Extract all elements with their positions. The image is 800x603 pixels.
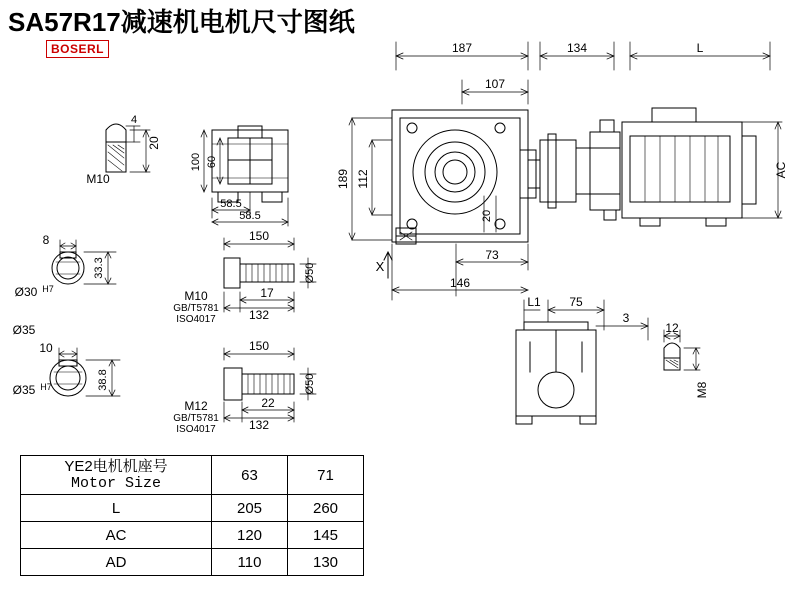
bolt1-d50: Ø50 bbox=[304, 262, 316, 284]
header-label-cn: YE2电机机座号 bbox=[64, 458, 168, 475]
bolt1-std1: GB/T5781 bbox=[173, 303, 219, 314]
table-row bbox=[21, 495, 364, 522]
bolt2-std2: ISO4017 bbox=[176, 424, 216, 435]
shaft-d30: Ø30 bbox=[14, 285, 38, 299]
bolt1-150: 150 bbox=[248, 229, 270, 243]
dim-AC: AC bbox=[774, 161, 788, 179]
bolt1-132: 132 bbox=[248, 308, 270, 322]
bolt2-132: 132 bbox=[248, 418, 270, 432]
table-header-col2: 71 bbox=[288, 456, 364, 495]
dim-112: 112 bbox=[356, 169, 370, 189]
header-label-en: Motor Size bbox=[70, 475, 161, 492]
row-value-63: 205 bbox=[212, 495, 288, 522]
bolt2-150: 150 bbox=[248, 339, 270, 353]
table-header-label bbox=[21, 456, 212, 495]
row-value-63: 120 bbox=[212, 522, 288, 549]
dim-X: X bbox=[375, 259, 385, 274]
shaft-d30-fit: H7 bbox=[42, 284, 54, 294]
flange-58-5-a: 58.5 bbox=[220, 198, 242, 210]
dim-12: 12 bbox=[665, 321, 679, 335]
table-header-col1: 63 bbox=[212, 456, 288, 495]
bolt2-std1: GB/T5781 bbox=[173, 413, 219, 424]
table-header-row bbox=[21, 456, 364, 495]
key-20: 20 bbox=[147, 136, 161, 150]
bolt1-M10: M10 bbox=[184, 289, 208, 303]
dim-L1: L1 bbox=[527, 295, 541, 309]
row-value-63: 110 bbox=[212, 549, 288, 576]
flange-100: 100 bbox=[190, 152, 202, 172]
page-title: SA57R17减速机电机尺寸图纸 bbox=[8, 7, 355, 37]
row-value-71: 145 bbox=[288, 522, 364, 549]
shaft-10: 10 bbox=[39, 341, 53, 355]
dim-134: 134 bbox=[566, 41, 588, 55]
bolt2-d50: Ø50 bbox=[304, 373, 316, 395]
key-4: 4 bbox=[130, 114, 138, 126]
brand-logo: BOSERL bbox=[46, 40, 109, 58]
bolt2-22: 22 bbox=[261, 396, 275, 410]
key-M10: M10 bbox=[86, 172, 110, 186]
row-label: AD bbox=[21, 549, 212, 576]
shaft-d35-plain: Ø35 bbox=[12, 323, 36, 337]
table-row bbox=[21, 549, 364, 576]
bolt1-std2: ISO4017 bbox=[176, 314, 216, 325]
table-row bbox=[21, 522, 364, 549]
bolt1-17: 17 bbox=[260, 286, 274, 300]
shaft-33-3: 33.3 bbox=[93, 257, 105, 279]
dim-189: 189 bbox=[336, 168, 350, 190]
shaft-8: 8 bbox=[42, 233, 50, 247]
dim-107: 107 bbox=[484, 77, 506, 91]
row-value-71: 260 bbox=[288, 495, 364, 522]
flange-58-5-b: 58.5 bbox=[239, 210, 261, 222]
shaft-d35-fit: H7 bbox=[40, 382, 52, 392]
shaft-d35: Ø35 bbox=[12, 383, 36, 397]
dim-146: 146 bbox=[449, 276, 471, 290]
dim-M8: M8 bbox=[695, 381, 709, 399]
dim-187: 187 bbox=[451, 41, 473, 55]
dim-75: 75 bbox=[569, 295, 583, 309]
dim-3: 3 bbox=[622, 311, 630, 325]
row-label: L bbox=[21, 495, 212, 522]
shaft-38-8: 38.8 bbox=[97, 369, 109, 391]
dim-L: L bbox=[696, 41, 704, 55]
motor-size-table bbox=[20, 455, 364, 576]
dim-73: 73 bbox=[485, 248, 499, 262]
row-label: AC bbox=[21, 522, 212, 549]
row-value-71: 130 bbox=[288, 549, 364, 576]
bolt2-M12: M12 bbox=[184, 399, 208, 413]
dim-20-gear: 20 bbox=[481, 209, 493, 223]
flange-60: 60 bbox=[206, 155, 218, 169]
